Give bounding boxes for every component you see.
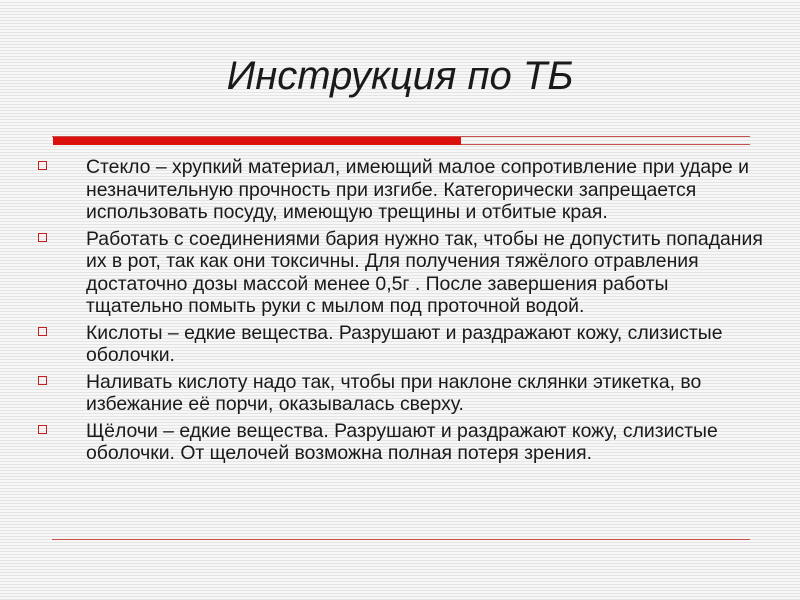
square-bullet-icon xyxy=(38,161,47,170)
square-bullet-icon xyxy=(38,425,47,434)
bullet-text: Работать с соединениями бария нужно так, чтобы не допустить попадания их в рот, так как они токсичны. Для получения тяжёлого отравления достаточно дозы массой менее 0,5г . После завершения работы тщательно помыть руки с мылом под проточной водой. xyxy=(86,227,763,317)
bullet-text: Наливать кислоту надо так, чтобы при наклоне склянки этикетка, во избежание её порчи, оказывалась сверху. xyxy=(86,370,702,415)
title-divider-line-lower xyxy=(461,144,750,145)
bullet-text: Стекло – хрупкий материал, имеющий малое сопротивление при ударе и незначительную прочность при изгибе. Категорически запрещается использовать посуду, имеющую трещины и отбитые края. xyxy=(86,156,749,223)
list-item xyxy=(36,228,766,318)
list-item xyxy=(36,322,766,367)
list-item xyxy=(36,371,766,416)
square-bullet-icon xyxy=(38,233,47,242)
list-item xyxy=(36,156,766,224)
bottom-divider-line xyxy=(52,539,750,540)
slide-title: Инструкция по ТБ xyxy=(226,54,574,98)
square-bullet-icon xyxy=(38,376,47,385)
bullet-text: Кислоты – едкие вещества. Разрушают и раздражают кожу, слизистые оболочки. xyxy=(86,321,723,366)
square-bullet-icon xyxy=(38,327,47,336)
bullet-list xyxy=(36,156,766,469)
list-item xyxy=(36,420,766,465)
title-divider-accent-bar xyxy=(53,137,461,145)
bullet-text: Щёлочи – едкие вещества. Разрушают и раздражают кожу, слизистые оболочки. От щелочей возможна полная потеря зрения. xyxy=(86,419,718,464)
